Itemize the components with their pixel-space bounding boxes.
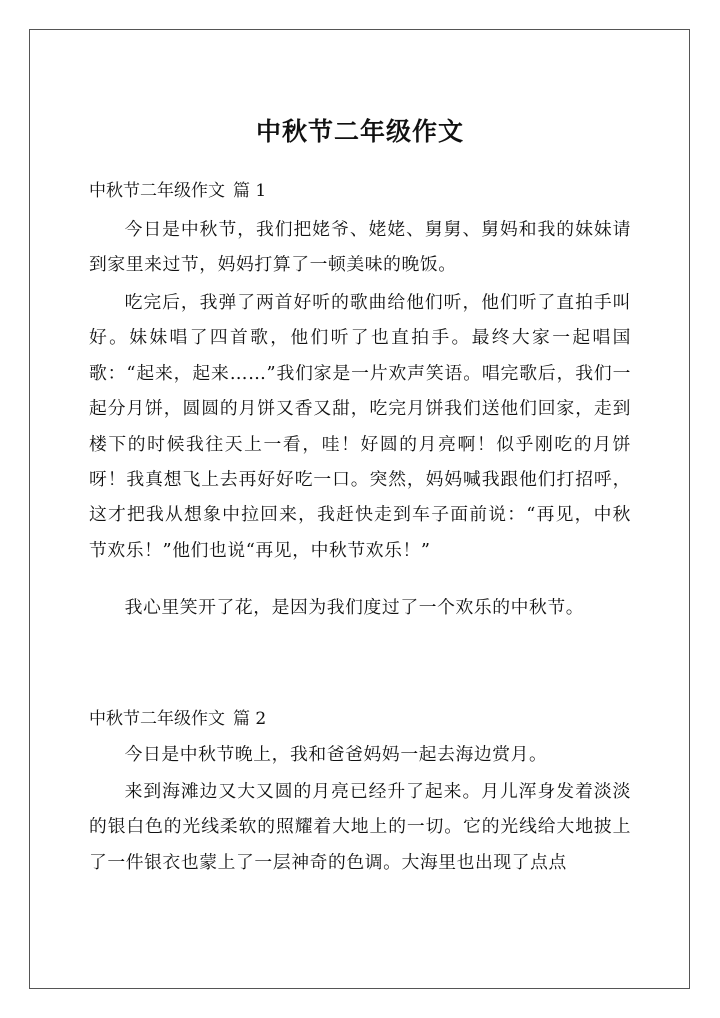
section-1-number: 篇 1 bbox=[233, 181, 267, 201]
section-1-paragraph-1: 今日是中秋节，我们把姥爷、姥姥、舅舅、舅妈和我的妹妹请到家里来过节，妈妈打算了一顿美味的晚饭。 bbox=[89, 219, 631, 276]
section-1-paragraph-2: 吃完后，我弹了两首好听的歌曲给他们听，他们听了直拍手叫好。妹妹唱了四首歌，他们听了也直拍手。最终大家一起唱国歌：“起来，起来……”我们家是一片欢声笑语。唱完歌后，我们一起分月饼，圆圆的月饼又香又甜，吃完月饼我们送他们回家，走到楼下的时候我往天上一看，哇！好圆的月亮啊！似乎刚吃的月饼呀！我真想飞上去再好好吃一口。突然，妈妈喊我跟他们打招呼，这才把我从想象中拉回来，我赶快走到车子面前说：“再见，中秋节欢乐！”他们也说“再见，中秋节欢乐！” bbox=[89, 292, 631, 561]
section-2-number: 篇 2 bbox=[233, 709, 267, 729]
section-2-paragraph-1: 今日是中秋节晚上，我和爸爸妈妈一起去海边赏月。 bbox=[124, 744, 548, 765]
section-1-heading bbox=[89, 179, 266, 203]
section-1-heading-text: 中秋节二年级作文 bbox=[89, 181, 225, 201]
section-2-heading bbox=[89, 707, 266, 731]
document-title: 中秋节二年级作文 bbox=[255, 117, 464, 146]
section-2-paragraph-2: 来到海滩边又大又圆的月亮已经升了起来。月儿浑身发着淡淡的银白色的光线柔软的照耀着大地上的一切。它的光线给大地披上了一件银衣也蒙上了一层神奇的色调。大海里也出现了点点 bbox=[89, 781, 631, 873]
section-2-heading-text: 中秋节二年级作文 bbox=[89, 709, 225, 729]
section-1-paragraph-3: 我心里笑开了花，是因为我们度过了一个欢乐的中秋节。 bbox=[124, 597, 585, 618]
